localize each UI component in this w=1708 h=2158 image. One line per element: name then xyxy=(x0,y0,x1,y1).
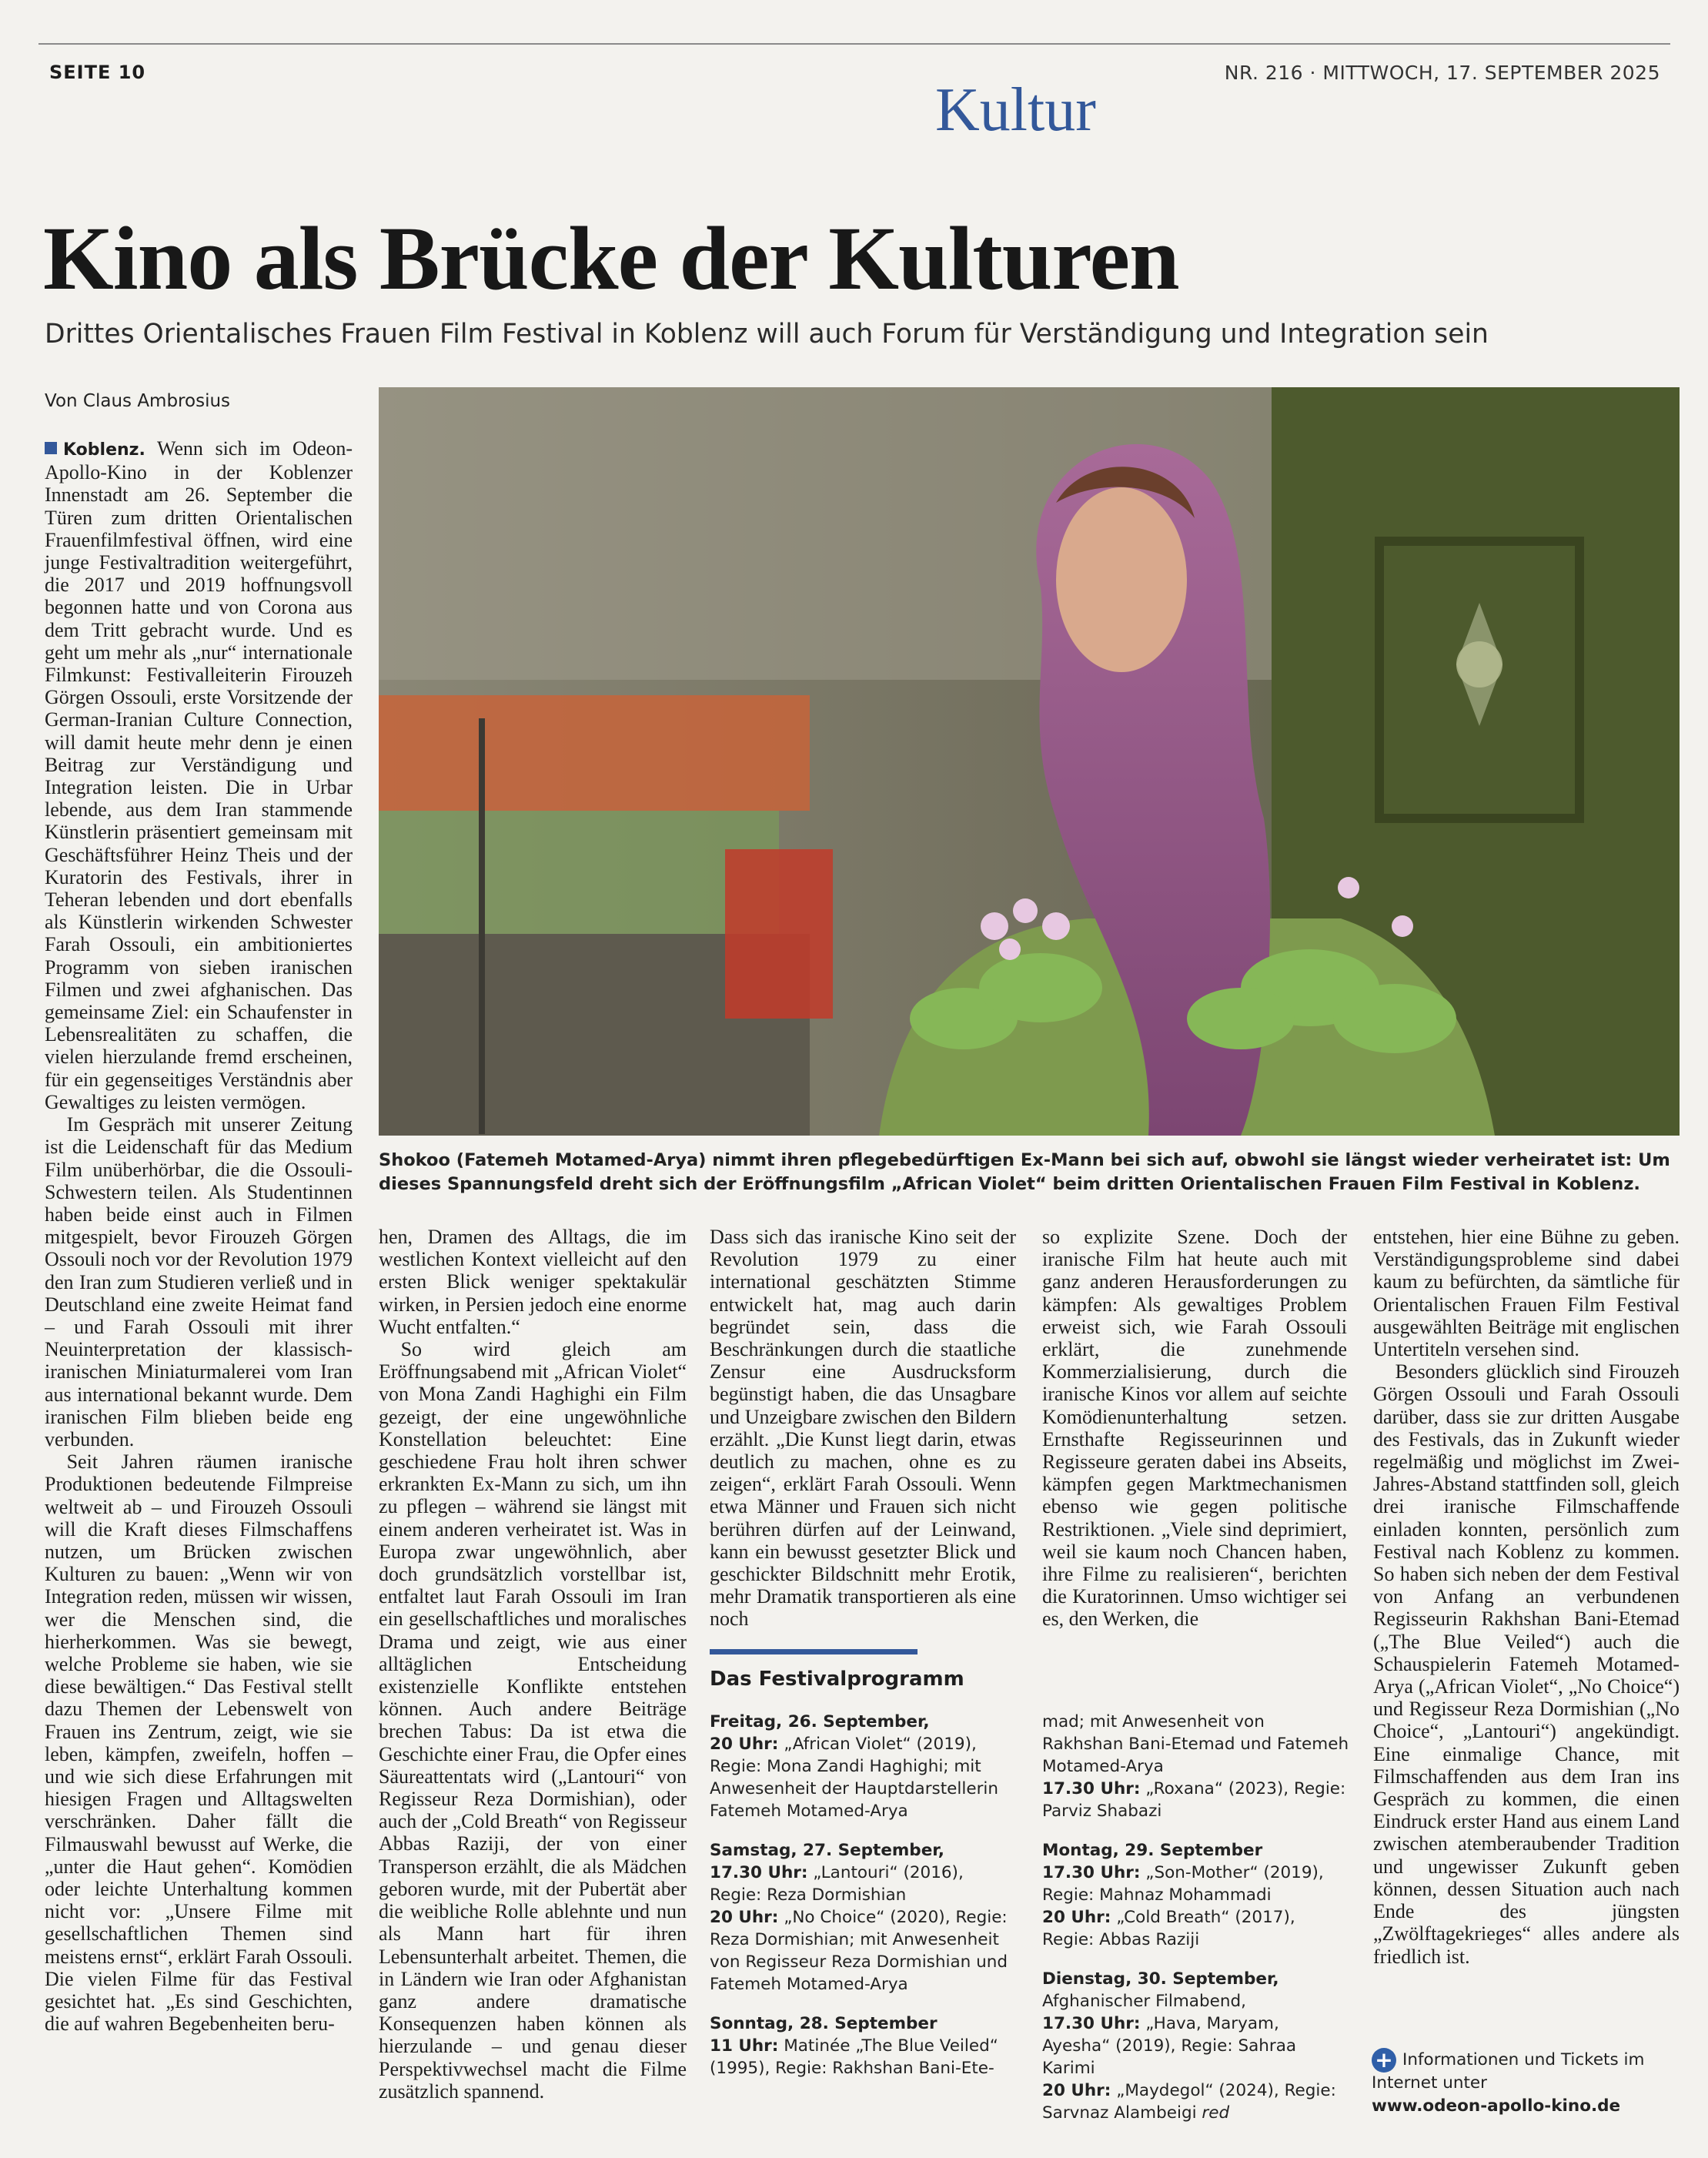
article-column-4 xyxy=(1042,1226,1347,1631)
program-day: Montag, 29. September xyxy=(1042,1841,1263,1860)
headline: Kino als Brücke der Kulturen xyxy=(43,208,1179,309)
program-entry xyxy=(710,1733,1018,1822)
paragraph: Dass sich das iranische Kino seit der Revolution 1979 zu einer international geschätzten Stimme entwickelt hat, mag auch darin begründet sein, dass die Beschränkungen durch die staatliche Zensur eine Ausdrucksform begünstigt haben, die das Unsagbare und Unzeigbare zwischen den Bildern erzählt. „Die Kunst liegt darin, etwas deutlich zu machen, ohne es zu zeigen“, erklärt Farah Ossouli. Wenn etwa Männer und Frauen sich nicht berühren dürfen auf der Leinwand, kann ein bewusst gesetzter Blick und geschickter Bildschnitt mehr Erotik, mehr Dramatik transportieren als eine noch xyxy=(710,1226,1016,1631)
article-column-2 xyxy=(379,1226,687,2103)
dateline: Koblenz. xyxy=(63,440,145,460)
entry-text: „Son-Mother“ (2019), Regie: Mahnaz Mohammadi xyxy=(1042,1863,1324,1905)
subheadline: Drittes Orientalisches Frauen Film Festival in Koblenz will auch Forum für Verständigung und Integration sein xyxy=(45,319,1489,350)
paragraph: Seit Jahren räumen iranische Produktionen bedeutende Filmpreise weltweit ab – und Firouzeh Ossouli will die Kraft dieses Filmschaffens nutzen, um Brücken zwischen Kulturen zu bauen: „Wenn wir von Integration reden, müssen wir wissen, wer die Menschen sind, die hierherkommen. Was sie bewegt, welche Probleme sie haben, wie sie diese bewältigen.“ Das Festival stellt dazu Themen der Lebenswelt von Frauen ins Zentrum, zeigt, wie sie leben, kämpfen, zweifeln, hoffen – und wie sich diese Erfahrungen mit hiesigen Fragen und Alltagswelten verschränken. Daher fällt die Filmauswahl bewusst auf Werke, die „unter die Haut gehen“. Komödien oder leichte Unterhaltung kommen nicht vor: „Unsere Filme mit gesellschaftlichen Themen sind meistens ernst“, erklärt Farah Ossouli. Die vielen Filme für das Festival gesichtet hat. „Es sind Geschichten, die auf wahren Begebenheiten beru- xyxy=(45,1450,353,2036)
program-day: Dienstag, 30. September, xyxy=(1042,1969,1279,1989)
entry-time: 20 Uhr: xyxy=(710,1908,779,1927)
paragraph: So wird gleich am Eröffnungsabend mit „African Violet“ von Mona Zandi Haghighi ein Film gezeigt, der eine ungewöhnliche Konstellation beleuchtet: Eine geschiedene Frau holt ihren schwer erkrankten Ex-Mann zu sich, um ihn zu pflegen – während sie längst mit einem anderen verheiratet ist. Was in Europa zwar ungewöhnlich, aber doch grundsätzlich vorstellbar ist, entfaltet laut Farah Ossouli im Iran ein gesellschaftliches und moralisches Drama und zeigt, wie aus einer alltäglichen Entscheidung existenzielle Konflikte entstehen können. Auch andere Beiträge brechen Tabus: Da ist etwa die Geschichte einer Frau, die Opfer eines Säureattentats wird („Lantouri“ von Regisseur Reza Dormishian), oder auch der „Cold Breath“ von Regisseur Abbas Raziji, der von einer Transperson erzählt, die als Mädchen geboren wurde, mit der Pubertät aber die weibliche Rolle ablehnte und nun als Mann hart für ihren Lebensunterhalt arbeitet. Themen, die in Ländern wie Iran oder Afghanistan ganz andere dramatische Konsequenzen haben können als hierzulande – und genau dieser Perspektivwechsel macht die Filme zusätzlich spannend. xyxy=(379,1338,687,2103)
info-text: Informationen und Tickets im Internet unter xyxy=(1372,2050,1645,2093)
entry-text: „African Violet“ (2019), Regie: Mona Zandi Haghighi; mit Anwesenheit der Hauptdarstellerin Fatemeh Motamed-Arya xyxy=(710,1735,999,1821)
page-number: SEITE 10 xyxy=(49,62,146,83)
program-subtitle: Afghanischer Filmabend, xyxy=(1042,1992,1246,2011)
section-title: Kultur xyxy=(935,76,1096,144)
entry-text: Matinée „The Blue Veiled“ (1995), Regie: Rakhshan Bani-Ete- xyxy=(710,2036,998,2078)
website-link[interactable]: www.odeon-apollo-kino.de xyxy=(1372,2096,1621,2116)
program-entry xyxy=(710,1906,1018,1996)
program-day: Samstag, 27. September, xyxy=(710,1841,944,1860)
program-rule xyxy=(710,1649,918,1654)
paragraph: Im Gespräch mit unserer Zeitung ist die Leidenschaft für das Medium Film unüberhörbar, die die Ossouli-Schwestern teilen. Als Studentinnen haben beide einst auch in Filmen mitgespielt, bevor Firouzeh Görgen Ossouli noch vor der Revolution 1979 den Iran zum Studieren verließ und in Deutschland eine zweite Heimat fand – und Farah Ossouli mit ihrer Neuinterpretation der klassisch-iranischen Miniaturmalerei vom Iran aus international bekannt wurde. Dem iranischen Film blieben beide eng verbunden. xyxy=(45,1113,353,1450)
entry-text: „Maydegol“ (2024), Regie: Sarvnaz Alambeigi xyxy=(1042,2081,1336,2123)
program-entry xyxy=(1042,2079,1350,2124)
article-column-1 xyxy=(45,437,353,2116)
program-entry xyxy=(1042,2012,1350,2079)
author-credit: red xyxy=(1202,2103,1230,2123)
program-column-2 xyxy=(1042,1711,1350,2124)
entry-time: 17.30 Uhr: xyxy=(1042,1863,1141,1882)
article-column-5 xyxy=(1373,1226,1680,1968)
program-entry xyxy=(710,1862,1018,1906)
program-entry xyxy=(1042,1906,1350,1951)
program-column-1 xyxy=(710,1711,1018,2079)
paragraph-text: Wenn sich im Odeon-Apollo-Kino in der Koblenzer Innenstadt am 26. September die Türen zum dritten Orientalischen Frauenfilmfestival öffnen, wird eine junge Festivaltradition weitergeführt, die 2017 und 2019 hoffnungsvoll begonnen hatte und von Corona aus dem Tritt gebracht wurde. Und es geht um mehr als „nur“ internationale Filmkunst: Festivalleiterin Firouzeh Görgen Ossouli, erste Vorsitzende der German-Iranian Culture Connection, will damit heute mehr denn je einen Beitrag zur Verständigung und Integration leisten. Die in Urbar lebende, aus dem Iran stammende Künstlerin präsentiert gemeinsam mit Geschäftsführer Heinz Theis und der Kuratorin des Festivals, ihrer in Teheran lebenden und dort ebenfalls als Künstlerin wirkenden Schwester Farah Ossouli, ein ambitioniertes Programm von sieben iranischen Filmen und zwei afghanischen. Das gemeinsame Ziel: ein Schaufenster in Lebensrealitäten zu schaffen, die vielen hierzulande fremd erscheinen, für ein gegenseitiges Verständnis aber Gewaltiges zu leisten vermögen. xyxy=(45,437,353,1113)
photo-caption: Shokoo (Fatemeh Motamed-Arya) nimmt ihren pflegebedürftigen Ex-Mann bei sich auf, obwohl sie längst wieder verheiratet ist: Um dieses Spannungsfeld dreht sich der Eröffnungsfilm „African Violet“ beim dritten Orientalischen Frauen Film Festival in Koblenz. xyxy=(379,1150,1670,1194)
paragraph: entstehen, hier eine Bühne zu geben. Verständigungsprobleme sind dabei kaum zu befürchten, da sämtliche für Orientalischen Frauen Film Festival ausgewählten Beiträge mit englischen Untertiteln versehen sind. xyxy=(1373,1226,1680,1361)
byline: Von Claus Ambrosius xyxy=(45,391,231,411)
program-entry xyxy=(1042,1862,1350,1906)
info-box xyxy=(1372,2048,1680,2117)
plus-circle-icon: + xyxy=(1372,2048,1396,2073)
lead-paragraph xyxy=(45,437,353,1113)
entry-time: 17.30 Uhr: xyxy=(1042,1779,1141,1798)
program-entry-continued: mad; mit Anwesenheit von Rakhshan Bani-Etemad und Fatemeh Motamed-Arya xyxy=(1042,1712,1349,1776)
paragraph: hen, Dramen des Alltags, die im westlichen Kontext vielleicht auf den ersten Blick weniger spektakulär wirken, in Persien jedoch eine enorme Wucht entfalten.“ xyxy=(379,1226,687,1338)
entry-time: 11 Uhr: xyxy=(710,2036,779,2056)
program-day: Freitag, 26. September, xyxy=(710,1712,930,1731)
paragraph: Besonders glücklich sind Firouzeh Görgen Ossouli und Farah Ossouli darüber, dass sie zur dritten Ausgabe des Festivals, das in Zukunft wieder regelmäßig und möglichst im Zwei-Jahres-Abstand stattfinden soll, gleich drei iranische Filmschaffende einladen konnten, persönlich zum Festival nach Koblenz zu kommen. So haben sich neben der dem Festival von Anfang an verbundenen Regisseurin Rakhshan Bani-Etemad („The Blue Veiled“) auch die Schauspielerin Fatemeh Motamed-Arya („African Violet“, „No Choice“) und Regisseur Reza Dormishian („No Choice“, „Lantouri“) angekündigt. Eine einmalige Chance, mit Filmschaffenden aus dem Iran ins Gespräch zu kommen, die einen Eindruck erster Hand aus einem Land zwischen atemberaubender Tradition und ungewisser Zukunft geben können, dessen Situation auch nach Ende des jüngsten „Zwölftagekrieges“ alles andere als friedlich ist. xyxy=(1373,1360,1680,1968)
program-entry xyxy=(710,2035,1018,2079)
program-entry xyxy=(1042,1778,1350,1822)
entry-text: „Hava, Maryam, Ayesha“ (2019), Regie: Sahraa Karimi xyxy=(1042,2014,1297,2078)
entry-text: „Lantouri“ (2016), Regie: Reza Dormishian xyxy=(710,1863,964,1905)
entry-time: 20 Uhr: xyxy=(710,1735,779,1754)
entry-time: 20 Uhr: xyxy=(1042,2081,1111,2100)
header-rule xyxy=(38,43,1670,45)
article-photo xyxy=(379,387,1680,1136)
section-bullet-icon xyxy=(45,442,57,454)
article-column-3 xyxy=(710,1226,1016,1631)
paragraph: so explizite Szene. Doch der iranische Film hat heute auch mit ganz anderen Herausforderungen zu kämpfen: Als gewaltiges Problem erweist sich, wie Farah Ossouli erklärt, die zunehmende Kommerzialisierung, durch die iranische Kinos vor allem auf seichte Komödienunterhaltung setzen. Ernsthafte Regisseurinnen und Regisseure geraten dabei ins Abseits, kämpfen gegen Marktmechanismen ebenso wie gegen politische Restriktionen. „Viele sind deprimiert, weil sie kaum noch Chancen haben, ihre Filme zu realisieren“, berichten die Kuratorinnen. Umso wichtiger sei es, den Werken, die xyxy=(1042,1226,1347,1631)
program-day: Sonntag, 28. September xyxy=(710,2014,938,2033)
entry-text: „Cold Breath“ (2017), Regie: Abbas Raziji xyxy=(1042,1908,1295,1949)
entry-text: „Roxana“ (2023), Regie: Parviz Shabazi xyxy=(1042,1779,1346,1821)
entry-time: 17.30 Uhr: xyxy=(710,1863,808,1882)
program-title: Das Festivalprogramm xyxy=(710,1668,964,1691)
entry-time: 20 Uhr: xyxy=(1042,1908,1111,1927)
entry-text: „No Choice“ (2020), Regie: Reza Dormishian; mit Anwesenheit von Regisseur Reza Dormishian und Fatemeh Motamed-Arya xyxy=(710,1908,1008,1994)
issue-date: NR. 216 · MITTWOCH, 17. SEPTEMBER 2025 xyxy=(1224,62,1660,84)
entry-time: 17.30 Uhr: xyxy=(1042,2014,1141,2033)
